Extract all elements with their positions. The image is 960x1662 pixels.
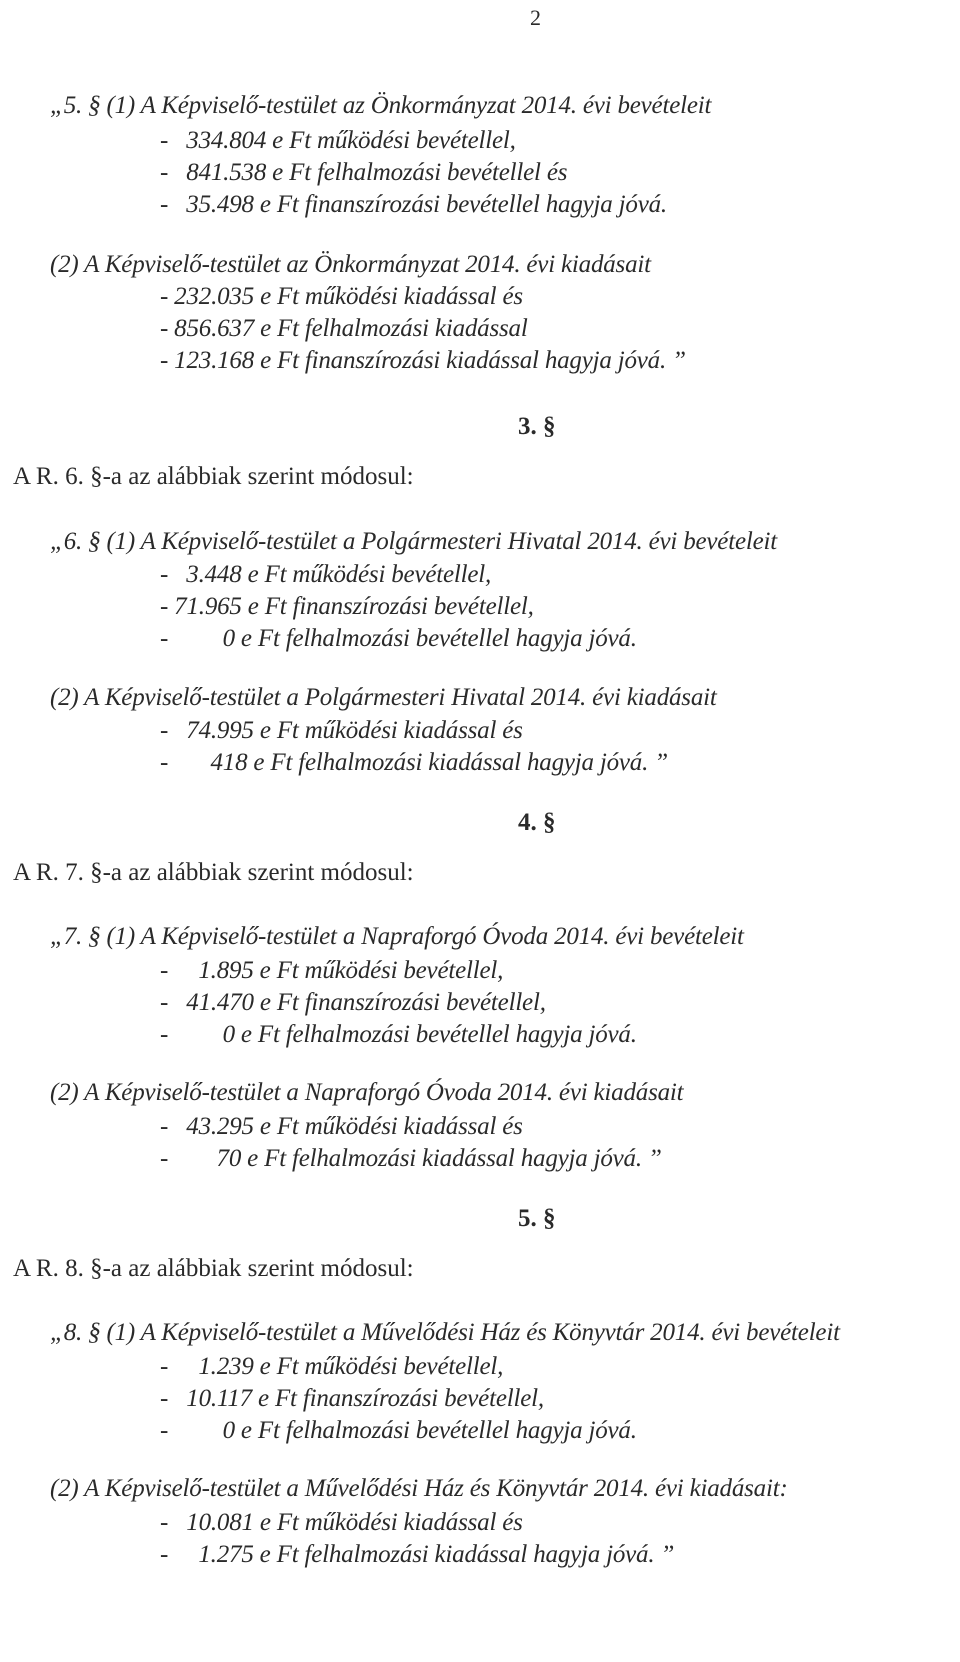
s8-p1-item: - 1.239 e Ft működési bevétellel, bbox=[160, 1353, 504, 1380]
s8-p1-item: - 10.117 e Ft finanszírozási bevétellel, bbox=[160, 1385, 544, 1412]
s5-p1-item: - 334.804 e Ft működési bevétellel, bbox=[160, 127, 516, 154]
s7-p1-item: - 1.895 e Ft működési bevétellel, bbox=[160, 957, 504, 984]
article-heading-4: 4. § bbox=[518, 809, 556, 836]
s7-p2-item: - 70 e Ft felhalmozási kiadással hagyja jóvá. ” bbox=[160, 1145, 662, 1172]
amendment-line-3: A R. 6. §-a az alábbiak szerint módosul: bbox=[13, 463, 414, 490]
s8-p2-item: - 10.081 e Ft működési kiadással és bbox=[160, 1509, 523, 1536]
s5-p1-intro: „5. § (1) A Képviselő-testület az Önkormányzat 2014. évi bevételeit bbox=[50, 92, 712, 119]
s8-p2-intro: (2) A Képviselő-testület a Művelődési Ház és Könyvtár 2014. évi kiadásait: bbox=[50, 1475, 788, 1502]
s5-p2-item: - 123.168 e Ft finanszírozási kiadással hagyja jóvá. ” bbox=[160, 347, 686, 374]
s8-p1-intro: „8. § (1) A Képviselő-testület a Művelődési Ház és Könyvtár 2014. évi bevételeit bbox=[50, 1319, 840, 1346]
s6-p1-item: - 0 e Ft felhalmozási bevétellel hagyja jóvá. bbox=[160, 625, 637, 652]
s5-p2-item: - 232.035 e Ft működési kiadással és bbox=[160, 283, 523, 310]
s8-p2-item: - 1.275 e Ft felhalmozási kiadással hagyja jóvá. ” bbox=[160, 1541, 675, 1568]
amendment-line-5: A R. 8. §-a az alábbiak szerint módosul: bbox=[13, 1255, 414, 1282]
s6-p2-item: - 418 e Ft felhalmozási kiadással hagyja jóvá. ” bbox=[160, 749, 668, 776]
s7-p2-item: - 43.295 e Ft működési kiadással és bbox=[160, 1113, 523, 1140]
s8-p1-item: - 0 e Ft felhalmozási bevétellel hagyja jóvá. bbox=[160, 1417, 637, 1444]
s5-p2-intro: (2) A Képviselő-testület az Önkormányzat 2014. évi kiadásait bbox=[50, 251, 651, 278]
s6-p1-item: - 71.965 e Ft finanszírozási bevétellel, bbox=[160, 593, 534, 620]
s7-p1-item: - 0 e Ft felhalmozási bevétellel hagyja jóvá. bbox=[160, 1021, 637, 1048]
s7-p1-item: - 41.470 e Ft finanszírozási bevétellel, bbox=[160, 989, 546, 1016]
s6-p2-item: - 74.995 e Ft működési kiadással és bbox=[160, 717, 523, 744]
amendment-line-4: A R. 7. §-a az alábbiak szerint módosul: bbox=[13, 859, 414, 886]
s6-p1-intro: „6. § (1) A Képviselő-testület a Polgármesteri Hivatal 2014. évi bevételeit bbox=[50, 528, 777, 555]
article-heading-5: 5. § bbox=[518, 1205, 556, 1232]
article-heading-3: 3. § bbox=[518, 413, 556, 440]
s5-p1-item: - 35.498 e Ft finanszírozási bevétellel hagyja jóvá. bbox=[160, 191, 667, 218]
s7-p1-intro: „7. § (1) A Képviselő-testület a Napraforgó Óvoda 2014. évi bevételeit bbox=[50, 923, 744, 950]
s6-p1-item: - 3.448 e Ft működési bevétellel, bbox=[160, 561, 492, 588]
s5-p1-item: - 841.538 e Ft felhalmozási bevétellel és bbox=[160, 159, 568, 186]
s6-p2-intro: (2) A Képviselő-testület a Polgármesteri Hivatal 2014. évi kiadásait bbox=[50, 684, 717, 711]
s7-p2-intro: (2) A Képviselő-testület a Napraforgó Óvoda 2014. évi kiadásait bbox=[50, 1079, 684, 1106]
page-number: 2 bbox=[530, 5, 541, 30]
s5-p2-item: - 856.637 e Ft felhalmozási kiadással bbox=[160, 315, 528, 342]
